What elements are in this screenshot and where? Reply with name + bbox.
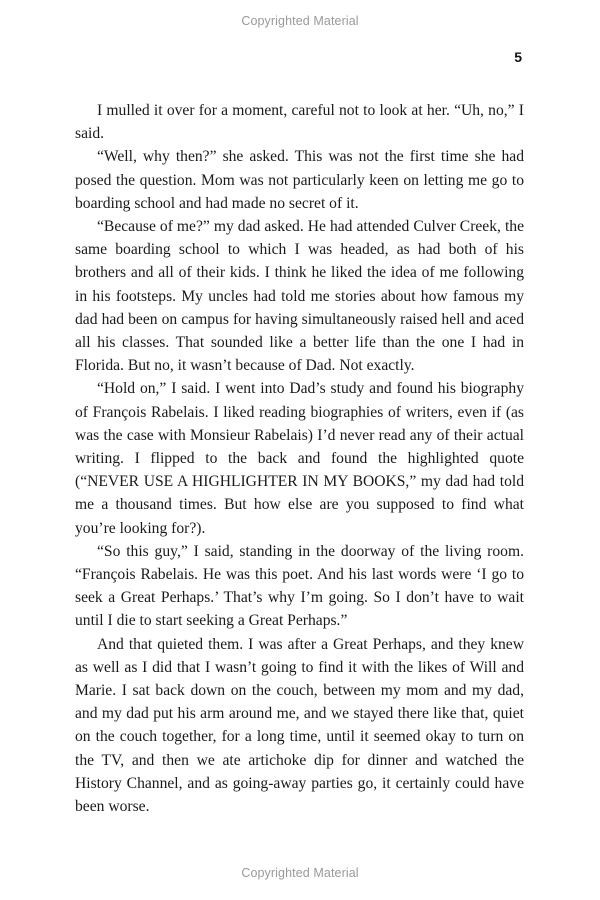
paragraph-1: I mulled it over for a moment, careful not to look at her. “Uh, no,” I said. (75, 102, 524, 143)
page-number: 5 (514, 49, 522, 65)
page-body-text (75, 99, 524, 818)
paragraph-3: “Because of me?” my dad asked. He had attended Culver Creek, the same boarding school to which I was headed, as had both of his brothers and all of their kids. I think he liked the idea of me following in his footsteps. My uncles had told me stories about how famous my dad had been on campus for having simultaneously raised hell and aced all his classes. That sounded like a better life than the one I had in Florida. But no, it wasn’t because of Dad. Not exactly. (75, 218, 524, 375)
paragraph-2: “Well, why then?” she asked. This was not the first time she had posed the question. Mom was not particularly keen on letting me go to boarding school and had made no secret of it. (75, 148, 524, 212)
paragraph-6: And that quieted them. I was after a Great Perhaps, and they knew as well as I did that I wasn’t going to find it with the likes of Will and Marie. I sat back down on the couch, between my mom and my dad, and my dad put his arm around me, and we stayed there like that, quiet on the couch together, for a long time, until it seemed okay to turn on the TV, and then we ate artichoke dip for dinner and watched the History Channel, and as going-away parties go, it certainly could have been worse. (75, 635, 524, 816)
copyright-watermark-bottom: Copyrighted Material (241, 866, 359, 880)
paragraph-4: “Hold on,” I said. I went into Dad’s study and found his biography of François Rabelais. I liked reading biographies of writers, even if (as was the case with Monsieur Rabelais) I’d never read any of their actual writing. I flipped to the back and found the highlighted quote (“NEVER USE A HIGHLIGHTER IN MY BOOKS,” my dad had told me a thousand times. But how else are you supposed to find what you’re looking for?). (75, 380, 524, 537)
copyright-watermark-top: Copyrighted Material (241, 14, 359, 28)
paragraph-5: “So this guy,” I said, standing in the doorway of the living room. “François Rabelais. He was this poet. And his last words were ‘I go to seek a Great Perhaps.’ That’s why I’m going. So I don’t have to wait until I die to start seeking a Great Perhaps.” (75, 542, 524, 630)
